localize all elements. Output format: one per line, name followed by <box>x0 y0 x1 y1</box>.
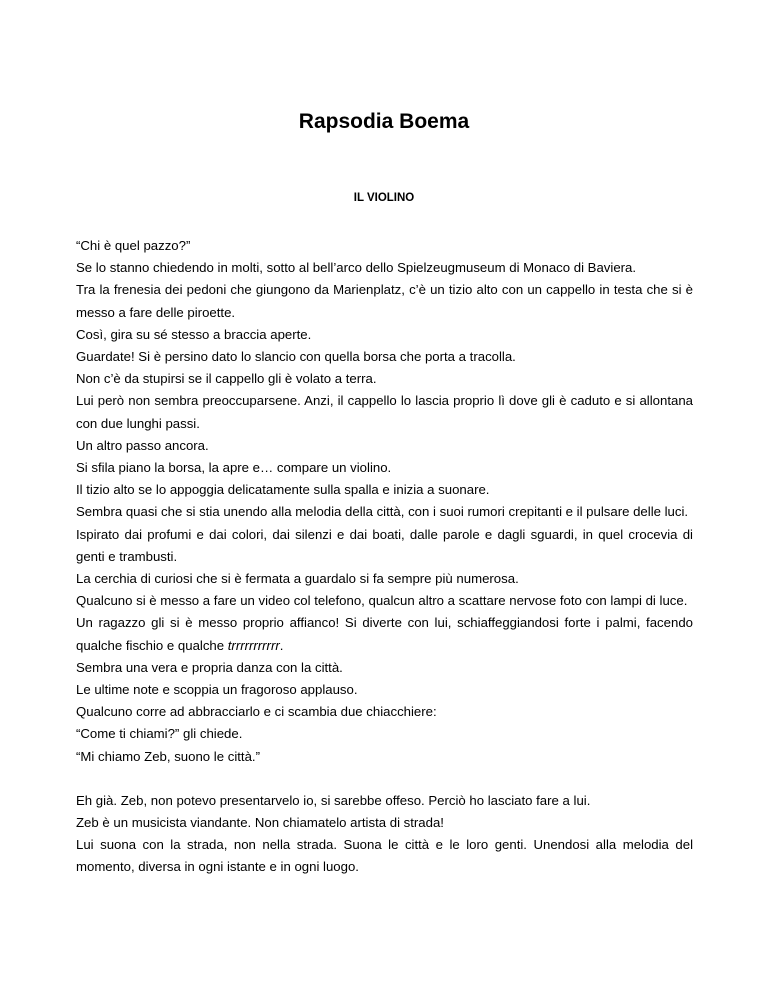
paragraph: Così, gira su sé stesso a braccia aperte. <box>76 326 312 342</box>
document-title: Rapsodia Boema <box>298 110 470 133</box>
paragraph: Eh già. Zeb, non potevo presentarvelo io, si sarebbe offeso. Perciò ho lasciato fare a lui. <box>76 792 591 808</box>
paragraph: Si sfila piano la borsa, la apre e… compare un violino. <box>76 460 392 476</box>
paragraph: Ispirato dai profumi e dai colori, dai silenzi e dai boati, dalle parole e dagli sguardi, in quel crocevia di genti e trambusti. <box>76 526 693 564</box>
paragraph: Tra la frenesia dei pedoni che giungono da Marienplatz, c’è un tizio alto con un cappello in testa che si è messo a fare delle piroette. <box>76 282 693 320</box>
paragraph: Sembra quasi che si stia unendo alla melodia della città, con i suoi rumori crepitanti e il pulsare delle luci. <box>76 504 689 520</box>
paragraph: Sembra una vera e propria danza con la città. <box>76 659 343 675</box>
ragazzo-sound: trrrrrrrrrrr <box>227 637 280 653</box>
paragraph: Qualcuno corre ad abbracciarlo e ci scambia due chiacchiere: <box>76 704 437 720</box>
ragazzo-text: Un ragazzo gli si è messo proprio affianco! Si diverte con lui, schiaffeggiandosi forte i palmi, facendo qualche fischio e qualche <box>76 615 693 653</box>
paragraph: “Mi chiamo Zeb, suono le città.” <box>76 748 260 764</box>
ragazzo-end: . <box>279 637 284 653</box>
paragraph: Zeb è un musicista viandante. Non chiamatelo artista di strada! <box>76 815 444 831</box>
body-text <box>76 235 693 879</box>
paragraph: Lui però non sembra preoccuparsene. Anzi, il cappello lo lascia proprio lì dove gli è caduto e si allontana con due lunghi passi. <box>76 393 693 431</box>
paragraph: Lui suona con la strada, non nella strada. Suona le città e le loro genti. Unendosi alla melodia del momento, diversa in ogni istante e in ogni luogo. <box>76 837 693 875</box>
paragraph: Le ultime note e scoppia un fragoroso applauso. <box>76 682 358 698</box>
paragraph: Non c’è da stupirsi se il cappello gli è volato a terra. <box>76 371 377 387</box>
paragraph: Un altro passo ancora. <box>76 437 209 453</box>
paragraph: Guardate! Si è persino dato lo slancio con quella borsa che porta a tracolla. <box>76 349 516 365</box>
paragraph: Qualcuno si è messo a fare un video col telefono, qualcun altro a scattare nervose foto con lampi di luce. <box>76 593 688 609</box>
paragraph: La cerchia di curiosi che si è fermata a guardalo si fa sempre più numerosa. <box>76 571 519 587</box>
paragraph: Il tizio alto se lo appoggia delicatamente sulla spalla e inizia a suonare. <box>76 482 490 498</box>
paragraph: Se lo stanno chiedendo in molti, sotto al bell’arco dello Spielzeugmuseum di Monaco di Baviera. <box>76 260 637 276</box>
paragraph-ragazzo <box>76 612 693 656</box>
paragraph: “Chi è quel pazzo?” <box>76 238 191 253</box>
chapter-heading: IL VIOLINO <box>353 192 415 204</box>
paragraph: “Come ti chiami?” gli chiede. <box>76 726 243 742</box>
